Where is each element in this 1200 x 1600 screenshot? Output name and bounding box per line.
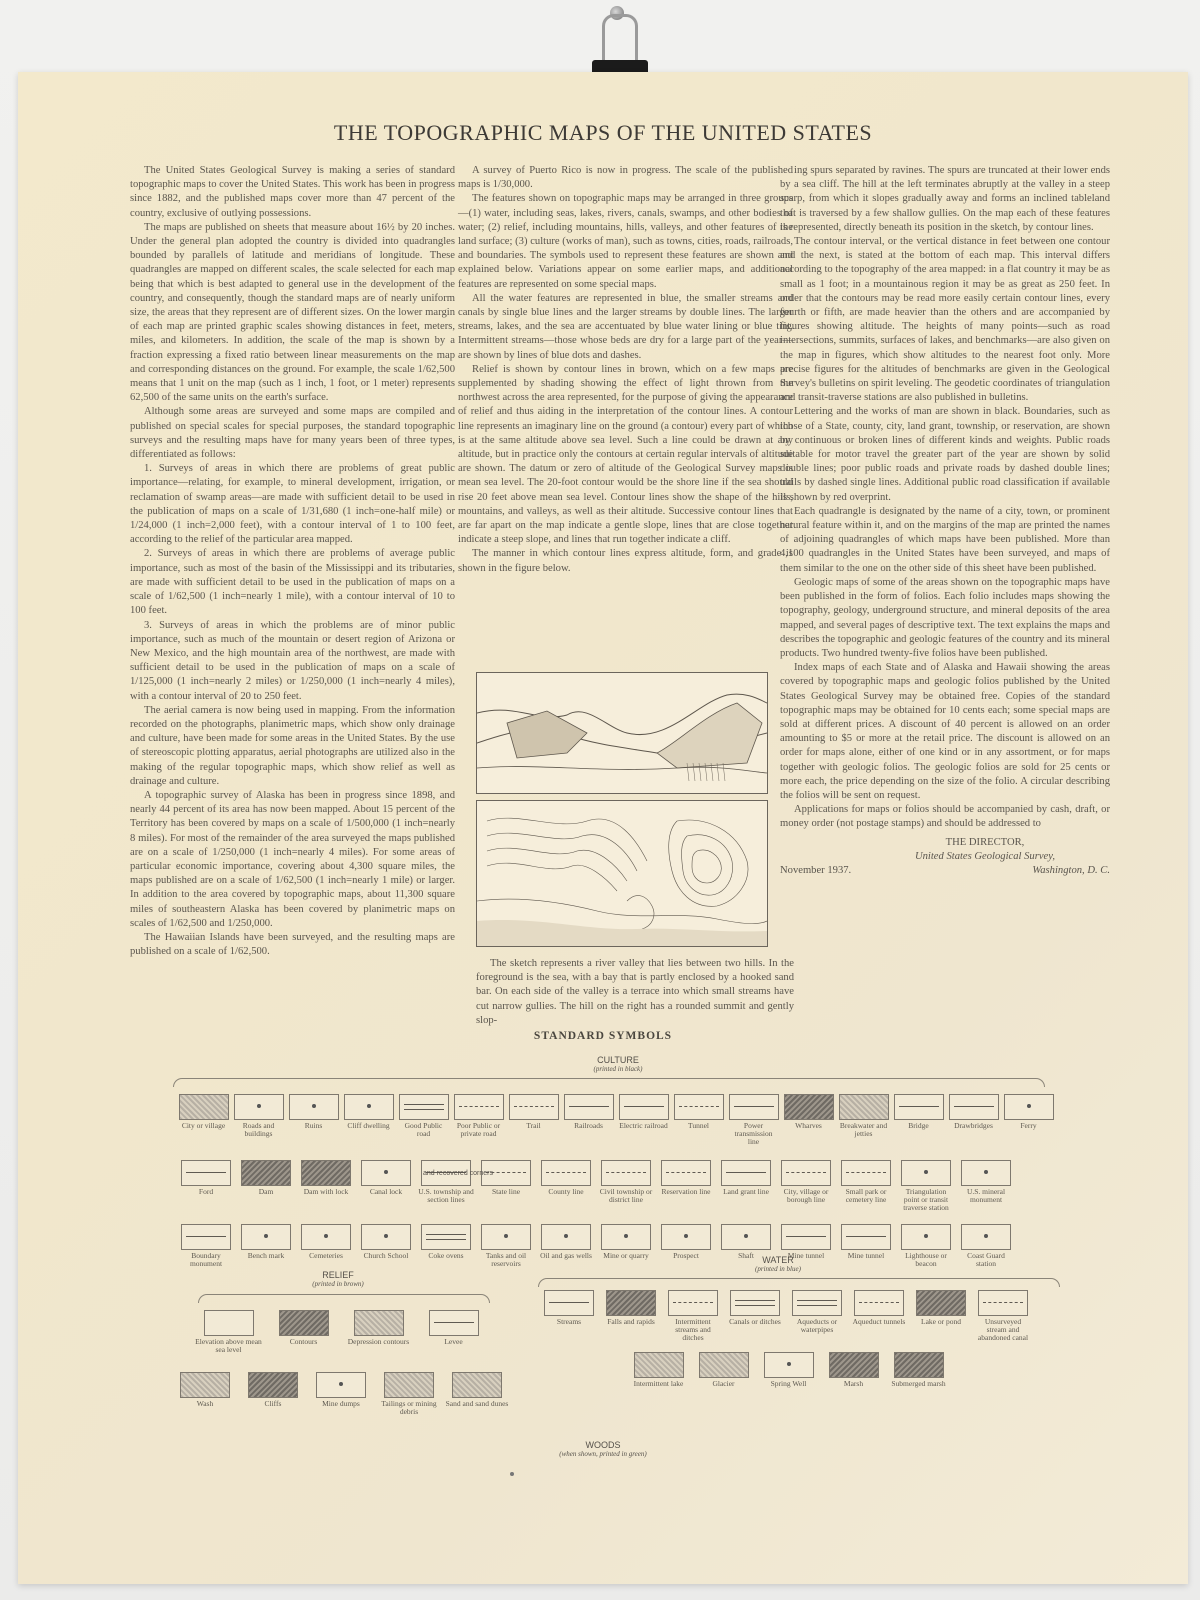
relief_row1-symbol	[193, 1310, 264, 1354]
symbol-swatch-icon	[916, 1290, 966, 1316]
symbol-label: Aqueducts or waterpipes	[796, 1317, 838, 1334]
symbol-label: Reservation line	[661, 1187, 711, 1196]
symbol-swatch-icon	[784, 1094, 834, 1120]
culture_row3-symbol	[598, 1224, 654, 1260]
culture_row1-symbol	[453, 1094, 504, 1138]
symbol-swatch-icon	[399, 1094, 449, 1120]
relief_row2-symbol	[241, 1372, 305, 1408]
symbol-label: Mine tunnel	[847, 1251, 885, 1260]
symbol-swatch-icon	[361, 1224, 411, 1250]
symbol-swatch-icon	[421, 1224, 471, 1250]
culture_row3-symbol	[958, 1224, 1014, 1268]
culture_row1-symbol	[948, 1094, 999, 1130]
column3-paragraph: The contour interval, or the vertical distance in feet between one contour and the next, is stated at the bottom of each map. This interval differs according to the topography of the area mapped: in a flat country it may be as small as 1 foot; in a mountainous region it may be as great as 250 feet. In order that the contours may be read more easily certain contour lines, every fourth or fifth, are made heavier than the others and are accompanied by figures showing altitude. The heights of many points—such as road intersections, summits, surfaces of lakes, and benchmarks—are also given on the map in figures, which show altitudes to the nearest foot only. More precise figures for the altitudes of benchmarks are given in the Geological Survey's bulletins on spirit leveling. The geodetic coordinates of triangulation and transit-traverse stations are also published in bulletins.	[780, 236, 1110, 404]
culture_row1-symbol	[563, 1094, 614, 1130]
symbol-label: Prospect	[673, 1251, 699, 1260]
water-heading	[718, 1255, 838, 1273]
relief_row1-symbol	[418, 1310, 489, 1346]
symbol-swatch-icon	[344, 1094, 394, 1120]
caption-text: The sketch represents a river valley that lies between two hills. In the foreground is the sea, with a bay that is partly enclosed by a hooked sand bar. On each side of the valley is a terrace into which small streams have cut narrow gullies. The hill on the right has a rounded summit and gently slop-	[476, 958, 794, 1026]
symbol-swatch-icon	[661, 1224, 711, 1250]
culture_row1-symbol	[398, 1094, 449, 1138]
symbol-swatch-icon	[301, 1224, 351, 1250]
symbol-label: Wharves	[795, 1121, 822, 1130]
symbol-label: Coast Guard station	[967, 1251, 1005, 1268]
culture_row3-symbol	[658, 1224, 714, 1260]
relief_row2-symbol	[377, 1372, 441, 1416]
symbol-label: Canals or ditches	[729, 1317, 781, 1326]
symbol-label: City or village	[181, 1121, 226, 1130]
column1-paragraph: The aerial camera is now being used in mapping. From the information recorded on the photographs, planimetric maps, which show only drainage and culture, have been made for some areas in the United States. By the use of stereoscopic plotting apparatus, aerial photographs are utilized also in the making of the regular topographic maps, which show relief as well as drainage and culture.	[130, 704, 455, 787]
culture_row3-symbol	[898, 1224, 954, 1268]
symbol-swatch-icon	[384, 1372, 434, 1398]
symbol-swatch-icon	[854, 1290, 904, 1316]
contour-map-figure	[476, 800, 768, 947]
symbol-label: Church School	[363, 1251, 409, 1260]
symbol-label: Electric railroad	[619, 1121, 668, 1130]
symbol-swatch-icon	[248, 1372, 298, 1398]
culture_row1-symbol	[178, 1094, 229, 1130]
culture_row2-symbol	[778, 1160, 834, 1204]
symbol-label: U.S. mineral monument	[966, 1187, 1006, 1204]
relief-heading	[278, 1270, 398, 1288]
column1-paragraph: A topographic survey of Alaska has been in progress since 1898, and nearly 44 percent of its area has now been mapped. About 15 percent of the Territory has been covered by maps on a scale of 1/500,000 (1 inch=nearly 8 miles). For most of the remainder of the area surveyed the maps published are on a scale of 1/250,000 (1 inch=nearly 4 miles). For some areas of particular economic importance, covering about 4,300 square miles, the maps published are on a scale of 1/62,500 (1 inch=nearly 1 mile) or larger. In addition to the area covered by topographic maps, about 11,300 square miles of southeastern Alaska has been covered by planimetric maps on scales of 1/62,500 and 1/250,000.	[130, 789, 455, 929]
column3-paragraph: Each quadrangle is designated by the name of a city, town, or prominent natural feature within it, and on the margins of the map are printed the names of adjoining quadrangles of which maps have been published. More than 4,100 quadrangles in the United States have been surveyed, and maps of them similar to the one on the other side of this sheet have been published.	[780, 505, 1110, 574]
symbol-swatch-icon	[661, 1160, 711, 1186]
symbol-label: Sand and sand dunes	[445, 1399, 509, 1408]
signature-block	[780, 836, 1110, 879]
symbol-swatch-icon	[180, 1372, 230, 1398]
symbol-label: Lighthouse or beacon	[905, 1251, 947, 1268]
culture_row3-symbol	[238, 1224, 294, 1260]
symbol-label: Mine dumps	[322, 1399, 360, 1408]
relief-title: RELIEF	[322, 1270, 354, 1280]
water_row2-symbol	[628, 1352, 689, 1388]
symbol-label: City, village or borough line	[783, 1187, 829, 1204]
culture_row1-symbol	[838, 1094, 889, 1138]
water-bracket	[538, 1278, 1060, 1287]
water_row1-symbol	[602, 1290, 660, 1326]
water_row2-symbol	[823, 1352, 884, 1388]
symbol-swatch-icon	[841, 1224, 891, 1250]
symbol-label: Mine tunnel	[787, 1251, 825, 1260]
symbol-swatch-icon	[894, 1094, 944, 1120]
map-sheet	[18, 72, 1188, 1584]
symbol-label: Submerged marsh	[891, 1379, 946, 1388]
column3-paragraph: Index maps of each State and of Alaska and Hawaii showing the areas covered by topographic maps and geologic folios published by the United States Geological Survey may be obtained free. Copies of the standard topographic maps may be obtained for 10 cents each; some special maps are sold at different prices. A discount of 40 percent is allowed on an order amounting to $5 or more at the retail price. The discount is allowed on an order for maps alone, either of one kind or in any assortment, or for maps together with geologic folios. The geologic folios are sold for 25 cents or more each, the price depending on the size of the folio. A circular describing the folios will be sent on request.	[780, 662, 1110, 801]
symbol-label: Tanks and oil reservoirs	[485, 1251, 527, 1268]
water_row1-symbol	[912, 1290, 970, 1326]
water_row2-symbol	[888, 1352, 949, 1388]
tack-dot-icon	[510, 1472, 514, 1476]
symbol-label: Cliffs	[264, 1399, 282, 1408]
symbol-swatch-icon	[781, 1160, 831, 1186]
water_row2-symbol	[758, 1352, 819, 1388]
signature-place: Washington, D. C.	[1032, 864, 1110, 876]
symbol-label: Oil and gas wells	[540, 1251, 592, 1260]
culture_row1-symbol	[893, 1094, 944, 1130]
relief_row1-symbol	[343, 1310, 414, 1346]
column1-paragraph: 1. Surveys of areas in which there are problems of great public importance—relating, for example, to mineral development, irrigation, or reclamation of swamp areas—are made with sufficient detail to be used in the publication of maps on a scale of 1/31,680 (1 inch=one-half mile) or 1/24,000 (1 inch=2,000 feet), with a contour interval of 1 to 100 feet, according to the relief of the particular area mapped.	[130, 463, 455, 546]
symbol-swatch-icon	[316, 1372, 366, 1398]
symbol-label: Contours	[289, 1337, 318, 1346]
symbol-label: Power transmission line	[734, 1121, 773, 1146]
symbol-label: Elevation above mean sea level	[195, 1337, 262, 1354]
symbol-swatch-icon	[619, 1094, 669, 1120]
symbol-label: Wash	[196, 1399, 214, 1408]
symbol-swatch-icon	[509, 1094, 559, 1120]
signature-date: November 1937.	[780, 864, 852, 876]
symbol-label: Dam with lock	[303, 1187, 349, 1196]
relief_row2-symbol	[445, 1372, 509, 1408]
column1-paragraph: 2. Surveys of areas in which there are problems of average public importance, such as most of the basin of the Mississippi and its tributaries, are made with sufficient detail to be used in the publication of maps on a scale of 1/62,500 (1 inch=nearly 1 mile), with a contour interval of 10 to 100 feet.	[130, 548, 455, 617]
column2-paragraph: The manner in which contour lines express altitude, form, and grade is shown in the figure below.	[458, 548, 793, 574]
symbol-swatch-icon	[289, 1094, 339, 1120]
woods-heading	[18, 1440, 1188, 1458]
symbol-swatch-icon	[839, 1094, 889, 1120]
culture_row3-symbol	[478, 1224, 534, 1268]
column3-paragraph: ing spurs separated by ravines. The spurs are truncated at their lower ends by a sea cliff. The hill at the left terminates abruptly at the valley in a steep scarp, from which it slopes gradually away and forms an inclined tableland that is traversed by a few shallow gullies. On the map each of these features is represented, directly beneath its position in the sketch, by contour lines.	[780, 165, 1110, 233]
symbol-swatch-icon	[841, 1160, 891, 1186]
relief_row2-symbol	[173, 1372, 237, 1408]
relief-subtitle: (printed in brown)	[312, 1280, 364, 1288]
symbol-swatch-icon	[829, 1352, 879, 1378]
symbol-label: Poor Public or private road	[456, 1121, 501, 1138]
sketch-figure	[476, 672, 768, 794]
culture_row1-symbol	[233, 1094, 284, 1138]
symbol-swatch-icon	[544, 1290, 594, 1316]
symbol-label: Streams	[556, 1317, 582, 1326]
symbol-swatch-icon	[234, 1094, 284, 1120]
symbol-label: Depression contours	[347, 1337, 410, 1346]
symbol-swatch-icon	[481, 1224, 531, 1250]
relief_row2-symbol	[309, 1372, 373, 1408]
text-column-3	[780, 164, 1110, 878]
symbol-label: Ford	[198, 1187, 214, 1196]
column2-paragraph: The features shown on topographic maps may be arranged in three groups—(1) water, including seas, lakes, rivers, canals, swamps, and other bodies of water; (2) relief, including mountains, hills, valleys, and other features of the land surface; (3) culture (works of man), such as towns, cities, roads, railroads, and boundaries. The symbols used to represent these features are shown and explained below. Variations appear on some earlier maps, and additional features are represented on some special maps.	[458, 193, 793, 290]
culture_row1-symbol	[508, 1094, 559, 1130]
water_row1-symbol	[664, 1290, 722, 1342]
symbol-swatch-icon	[721, 1160, 771, 1186]
symbol-swatch-icon	[606, 1290, 656, 1316]
culture_row1-symbol	[1003, 1094, 1054, 1130]
column1-paragraph: The maps are published on sheets that measure about 16½ by 20 inches. Under the general plan adopted the country is divided into quadrangles bounded by parallels of latitude and meridians of longitude. These quadrangles are mapped on different scales, the scale selected for each map being that which is best adapted to general use in the development of the country, and consequently, though the standard maps are of nearly uniform size, the areas that they represent are of different sizes. On the lower margin of each map are printed graphic scales showing distances in feet, meters, miles, and kilometers. In addition, the scale of the map is shown by a fraction expressing a fixed ratio between linear measurements on the map and corresponding distances on the ground. For example, the scale 1/62,500 means that 1 unit on the map (such as 1 inch, 1 foot, or 1 meter) represents 62,500 of the same units on the earth's surface.	[130, 221, 455, 404]
woods-title: WOODS	[585, 1440, 621, 1450]
culture_row2-symbol	[478, 1160, 534, 1196]
water_row2-symbol	[693, 1352, 754, 1388]
column3-paragraph: Geologic maps of some of the areas shown on the topographic maps have been published in the form of folios. Each folio includes maps showing the topography, geology, underground structure, and mineral deposits of the area mapped, and several pages of descriptive text. The text explains the maps and describes the topographic and geologic features of the country and its mineral products. Two hundred twenty-five folios have been published.	[780, 576, 1110, 659]
culture_row3-symbol	[358, 1224, 414, 1260]
symbol-swatch-icon	[901, 1160, 951, 1186]
culture_row1-symbol	[288, 1094, 339, 1130]
symbol-label: Intermittent lake	[633, 1379, 684, 1388]
symbol-swatch-icon	[961, 1224, 1011, 1250]
symbol-swatch-icon	[894, 1352, 944, 1378]
culture_row2-symbol	[238, 1160, 294, 1196]
culture_row2-symbol	[898, 1160, 954, 1212]
column2-paragraph: All the water features are represented in blue, the smaller streams and canals by single blue lines and the larger streams by double lines. The larger streams, lakes, and the sea are accentuated by blue water lining or blue tint. Intermittent streams—those whose beds are dry for a large part of the year—are shown by lines of blue dots and dashes.	[458, 292, 793, 361]
culture_row3-symbol	[178, 1224, 234, 1268]
text-column-2	[458, 164, 793, 576]
culture_row2-symbol	[538, 1160, 594, 1196]
water_row1-symbol	[726, 1290, 784, 1326]
symbol-swatch-icon	[601, 1160, 651, 1186]
culture_row1-symbol	[728, 1094, 779, 1146]
symbol-swatch-icon	[241, 1160, 291, 1186]
culture-subtitle: (printed in black)	[593, 1065, 643, 1073]
symbol-label: Shaft	[738, 1251, 754, 1260]
water_row1-symbol	[850, 1290, 908, 1326]
column1-paragraph: 3. Surveys of areas in which the problems are of minor public importance, such as much of the mountain or desert region of Arizona or New Mexico, and the high mountain area of the northwest, are made with sufficient detail to be used in the publication of maps on a scale of 1/125,000 (1 inch=nearly 2 miles) or 1/250,000 (1 inch=nearly 4 miles), with a contour interval of 20 to 250 feet.	[130, 619, 455, 702]
culture_row2-symbol	[658, 1160, 714, 1196]
symbol-label: Bridge	[908, 1121, 929, 1130]
symbol-swatch-icon	[452, 1372, 502, 1398]
symbol-label: Cliff dwelling	[347, 1121, 390, 1130]
relief-bracket	[198, 1294, 490, 1303]
culture-bracket	[173, 1078, 1045, 1087]
symbol-label: Trail	[526, 1121, 541, 1130]
symbol-swatch-icon	[961, 1160, 1011, 1186]
symbol-label: Tunnel	[688, 1121, 709, 1130]
symbol-swatch-icon	[978, 1290, 1028, 1316]
culture_row2-symbol	[958, 1160, 1014, 1204]
water_row1-symbol	[788, 1290, 846, 1334]
water_row1-symbol	[540, 1290, 598, 1326]
symbol-label: Cemeteries	[309, 1251, 343, 1260]
culture-title: CULTURE	[597, 1055, 639, 1065]
symbol-swatch-icon	[674, 1094, 724, 1120]
culture_row1-symbol	[673, 1094, 724, 1130]
symbol-swatch-icon	[181, 1224, 231, 1250]
signature-org: United States Geological Survey,	[914, 850, 1056, 862]
symbol-swatch-icon	[181, 1160, 231, 1186]
standard-symbols-heading: STANDARD SYMBOLS	[533, 1030, 673, 1042]
symbol-label: U.S. township and section lines	[418, 1187, 474, 1204]
culture_row2-symbol	[838, 1160, 894, 1204]
symbol-swatch-icon	[634, 1352, 684, 1378]
culture_row2-symbol	[418, 1160, 474, 1204]
signature-name: THE DIRECTOR,	[945, 836, 1025, 848]
symbol-swatch-icon	[1004, 1094, 1054, 1120]
symbol-label: Railroads	[574, 1121, 603, 1130]
symbol-swatch-icon	[541, 1224, 591, 1250]
symbol-label: Boundary monument	[189, 1251, 223, 1268]
text-column-1	[130, 164, 455, 959]
symbol-swatch-icon	[949, 1094, 999, 1120]
column1-paragraph: Although some areas are surveyed and some maps are compiled and published on special scales for special purposes, the standard topographic surveys and the resulting maps have for many years been of three types, differentiated as follows:	[130, 406, 455, 461]
symbol-label: County line	[548, 1187, 584, 1196]
symbol-swatch-icon	[564, 1094, 614, 1120]
column2-paragraph: Relief is shown by contour lines in brown, which on a few maps are supplemented by shading showing the effect of light thrown from the northwest across the area represented, for the purpose of giving the appearance of relief and thus aiding in the interpretation of the contour lines. A contour line represents an imaginary line on the ground (a contour) every part of which is at the same altitude above sea level. Such a line could be drawn at any altitude, but in practice only the contours at certain regular intervals of altitude are shown. The datum or zero of altitude of the Geological Survey maps is mean sea level. The 20-foot contour would be the shore line if the sea should rise 20 feet above mean sea level. Contour lines show the shape of the hills, mountains, and valleys, as well as their altitude. Successive contour lines that are far apart on the map indicate a gentle slope, lines that are close together indicate a steep slope, and lines that run together indicate a cliff.	[458, 363, 793, 546]
symbol-swatch-icon	[721, 1224, 771, 1250]
culture_row2-symbol	[178, 1160, 234, 1196]
symbol-label: Triangulation point or transit traverse station	[903, 1187, 949, 1212]
symbol-swatch-icon	[301, 1160, 351, 1186]
symbol-label: Ruins	[304, 1121, 323, 1130]
culture_row3-symbol	[298, 1224, 354, 1260]
culture_row2-symbol	[298, 1160, 354, 1196]
symbol-label: Canal lock	[369, 1187, 403, 1196]
symbol-swatch-icon	[454, 1094, 504, 1120]
symbol-label: Falls and rapids	[607, 1317, 655, 1326]
symbol-swatch-icon	[901, 1224, 951, 1250]
symbol-label: Drawbridges	[954, 1121, 993, 1130]
symbol-swatch-icon	[668, 1290, 718, 1316]
figure-caption	[476, 957, 794, 1028]
symbol-label: Glacier	[712, 1379, 735, 1388]
symbol-label: Levee	[444, 1337, 463, 1346]
culture_row1-symbol	[343, 1094, 394, 1130]
symbol-label: Good Public road	[404, 1121, 443, 1138]
symbol-swatch-icon	[179, 1094, 229, 1120]
culture-extra-label: and recovered corners	[422, 1170, 494, 1177]
culture_row2-symbol	[718, 1160, 774, 1196]
culture_row3-symbol	[538, 1224, 594, 1260]
symbol-swatch-icon	[601, 1224, 651, 1250]
column3-paragraph: Applications for maps or folios should be accompanied by cash, draft, or money order (not postage stamps) and should be addressed to	[780, 804, 1110, 830]
symbol-label: Spring Well	[770, 1379, 807, 1388]
column1-paragraph: The Hawaiian Islands have been surveyed, and the resulting maps are published on a scale of 1/62,500.	[130, 931, 455, 958]
column2-paragraph: A survey of Puerto Rico is now in progress. The scale of the published maps is 1/30,000.	[458, 165, 793, 191]
symbol-label: Ferry	[1020, 1121, 1037, 1130]
symbol-swatch-icon	[429, 1310, 479, 1336]
culture_row2-symbol	[358, 1160, 414, 1196]
symbol-label: Small park or cemetery line	[845, 1187, 887, 1204]
relief_row1-symbol	[268, 1310, 339, 1346]
symbol-swatch-icon	[781, 1224, 831, 1250]
symbol-label: Unsurveyed stream and abandoned canal	[977, 1317, 1029, 1342]
symbol-label: State line	[491, 1187, 521, 1196]
symbol-swatch-icon	[354, 1310, 404, 1336]
culture_row3-symbol	[418, 1224, 474, 1260]
symbol-swatch-icon	[729, 1094, 779, 1120]
symbol-label: Aqueduct tunnels	[852, 1317, 906, 1326]
water-title: WATER	[762, 1255, 794, 1265]
culture-heading	[558, 1055, 678, 1073]
symbol-label: Civil township or district line	[599, 1187, 653, 1204]
symbol-label: Lake or pond	[921, 1317, 961, 1326]
page-title: THE TOPOGRAPHIC MAPS OF THE UNITED STATES	[333, 120, 873, 145]
symbol-swatch-icon	[730, 1290, 780, 1316]
culture_row1-symbol	[618, 1094, 669, 1130]
symbol-swatch-icon	[792, 1290, 842, 1316]
symbol-label: Mine or quarry	[603, 1251, 649, 1260]
woods-subtitle: (when shown, printed in green)	[559, 1450, 647, 1458]
culture_row1-symbol	[783, 1094, 834, 1130]
symbol-label: Marsh	[843, 1379, 864, 1388]
symbol-label: Roads and buildings	[242, 1121, 275, 1138]
symbol-label: Land grant line	[723, 1187, 769, 1196]
water_row1-symbol	[974, 1290, 1032, 1342]
symbol-label: Dam	[258, 1187, 274, 1196]
symbol-label: Coke ovens	[428, 1251, 464, 1260]
column1-paragraph: The United States Geological Survey is making a series of standard topographic maps to cover the United States. This work has been in progress since 1882, and the published maps cover more than 47 percent of the country, exclusive of outlying possessions.	[130, 165, 455, 219]
symbol-label: Breakwater and jetties	[839, 1121, 888, 1138]
culture_row3-symbol	[838, 1224, 894, 1260]
water-subtitle: (printed in blue)	[755, 1265, 801, 1273]
symbol-label: Tailings or mining debris	[381, 1399, 437, 1416]
symbol-swatch-icon	[204, 1310, 254, 1336]
symbol-swatch-icon	[699, 1352, 749, 1378]
column3-paragraph: Lettering and the works of man are shown in black. Boundaries, such as those of a State, county, city, land grant, township, or reservation, are shown by continuous or broken lines of different kinds and weights. Public roads suitable for motor travel the greater part of the year are shown by solid double lines; poor public roads and private roads by dashed double lines; trails by dashed single lines. Additional public road classification if available is shown by red overprint.	[780, 406, 1110, 503]
symbol-swatch-icon	[541, 1160, 591, 1186]
symbol-label: Intermittent streams and ditches	[675, 1317, 711, 1342]
symbol-swatch-icon	[241, 1224, 291, 1250]
symbol-label: Bench mark	[247, 1251, 285, 1260]
culture_row2-symbol	[598, 1160, 654, 1204]
symbol-swatch-icon	[764, 1352, 814, 1378]
symbol-swatch-icon	[279, 1310, 329, 1336]
